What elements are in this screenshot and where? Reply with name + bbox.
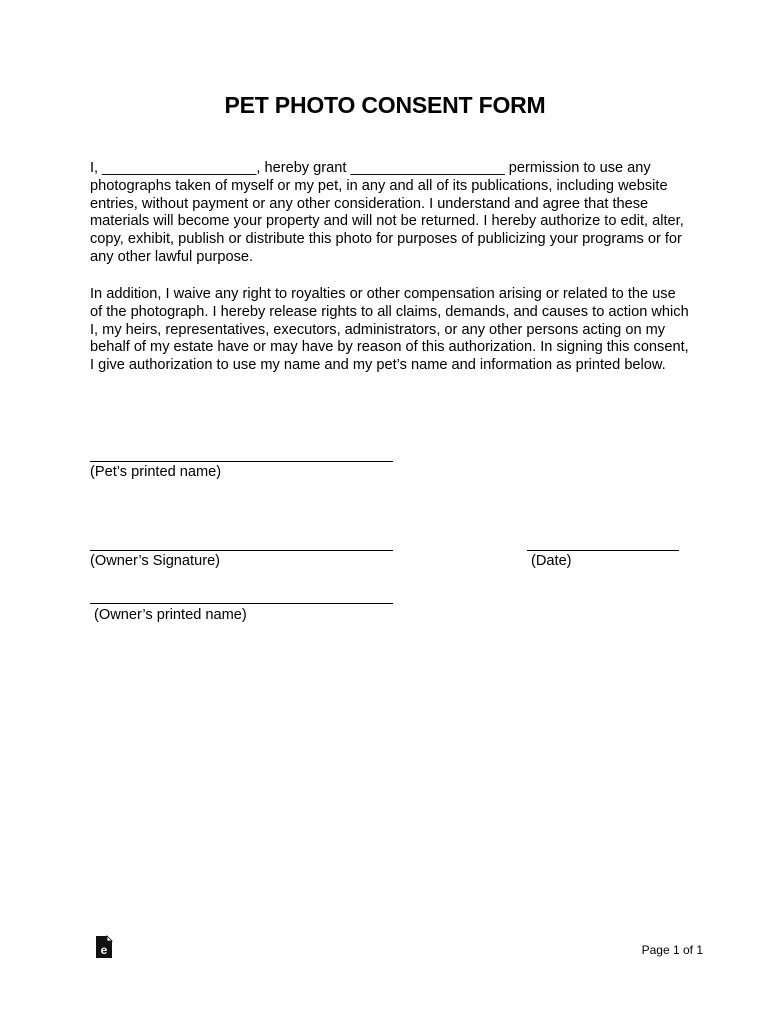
pet-printed-name-line[interactable] [90, 461, 393, 462]
owner-signature-label: (Owner’s Signature) [90, 553, 221, 569]
consent-paragraph-1: I, ___________________, hereby grant ___________________ permission to use any photographs taken of myself or my pet, in any and all of its publications, including website entries, without payment or any other consideration. I understand and agree that these materials will become your property and will not be returned. I hereby authorize to edit, alter, copy, exhibit, publish or distribute this photo for purposes of publicizing your programs or for any other lawful purpose. [90, 160, 684, 265]
date-label: (Date) [531, 553, 572, 569]
date-line[interactable] [527, 550, 679, 551]
eforms-logo-icon [95, 935, 113, 959]
owner-signature-line[interactable] [90, 550, 393, 551]
page-title: PET PHOTO CONSENT FORM [224, 92, 546, 118]
page-number: Page 1 of 1 [641, 943, 703, 957]
pet-printed-name-label: (Pet’s printed name) [90, 464, 222, 480]
svg-text:e: e [100, 943, 108, 957]
owner-printed-name-line[interactable] [90, 603, 393, 604]
owner-printed-name-label: (Owner’s printed name) [94, 607, 247, 623]
consent-paragraph-2: In addition, I waive any right to royalties or other compensation arising or related to the use of the photograph. I hereby release rights to all claims, demands, and causes to action which I, my heirs, representatives, executors, administrators, or any other persons acting on my behalf of my estate have or may have by reason of this authorization. In signing this consent, I give authorization to use my name and my pet’s name and information as printed below. [90, 286, 689, 374]
